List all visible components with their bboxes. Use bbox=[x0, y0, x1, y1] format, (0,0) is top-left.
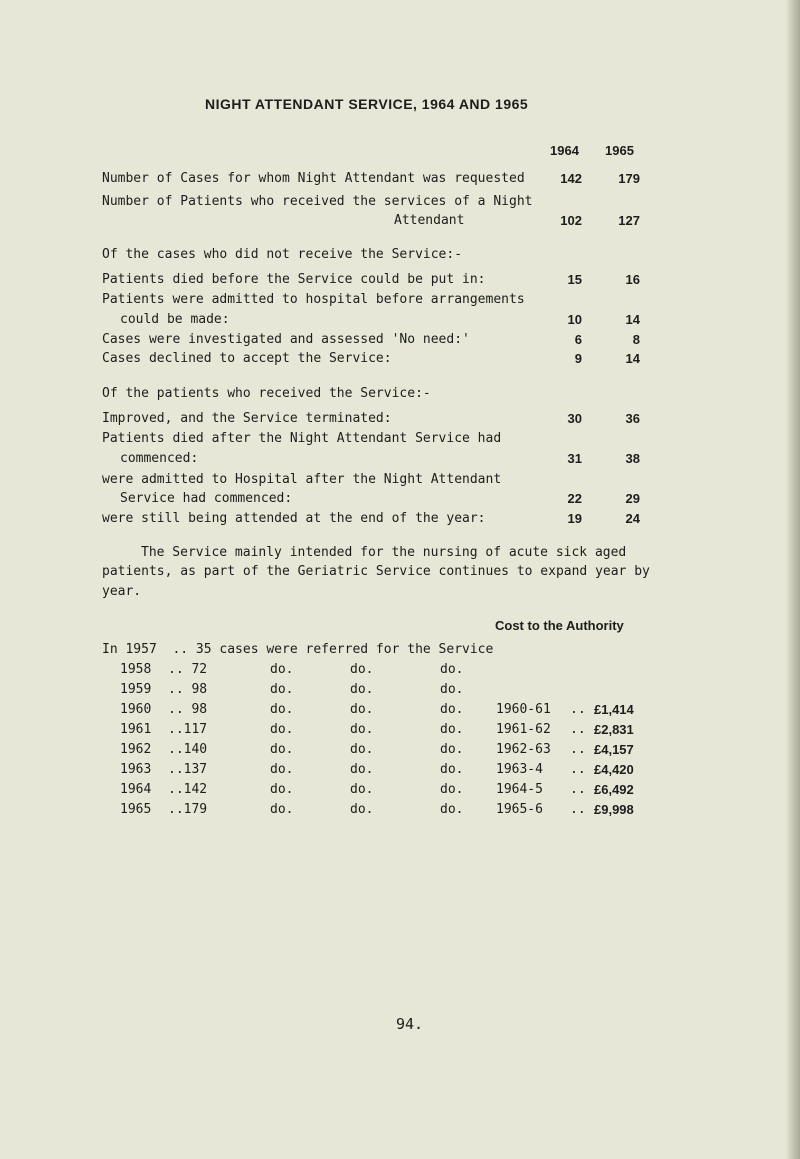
history-ditto: do. bbox=[270, 762, 294, 777]
row-label: Cases declined to accept the Service: bbox=[102, 351, 392, 366]
year-header-1965: 1965 bbox=[605, 143, 634, 158]
history-count: .. 72 bbox=[168, 662, 208, 677]
cost-header: Cost to the Authority bbox=[495, 618, 624, 633]
history-year: 1960 bbox=[120, 702, 152, 717]
row-label: Patients died after the Night Attendant Service had bbox=[102, 431, 502, 446]
history-ditto: do. bbox=[350, 702, 374, 717]
page-edge-shadow bbox=[786, 0, 800, 1159]
history-dots: .. bbox=[570, 782, 586, 797]
section-heading: Of the cases who did not receive the Service:- bbox=[102, 247, 463, 262]
row-label-continued: Service had commenced: bbox=[120, 491, 293, 506]
value-1965: 8 bbox=[632, 332, 640, 347]
history-period: 1962-63 bbox=[496, 742, 551, 757]
value-1965: 36 bbox=[625, 411, 640, 426]
history-period: 1963-4 bbox=[496, 762, 543, 777]
value-1965: 127 bbox=[618, 213, 640, 228]
history-cost: £2,831 bbox=[594, 722, 634, 737]
value-1965: 179 bbox=[618, 171, 640, 186]
row-label: Number of Patients who received the services of a Night bbox=[102, 194, 533, 209]
value-1964: 30 bbox=[567, 411, 582, 426]
value-1964: 6 bbox=[574, 332, 582, 347]
history-ditto: do. bbox=[350, 742, 374, 757]
history-ditto: do. bbox=[270, 742, 294, 757]
value-1964: 9 bbox=[574, 351, 582, 366]
history-dots: .. bbox=[570, 722, 586, 737]
paragraph-line: The Service mainly intended for the nursing of acute sick aged bbox=[141, 545, 627, 560]
page-number: 94. bbox=[396, 1015, 424, 1033]
history-ditto: do. bbox=[350, 802, 374, 817]
history-dots: .. bbox=[570, 762, 586, 777]
history-period: 1964-5 bbox=[496, 782, 543, 797]
value-1965: 38 bbox=[625, 451, 640, 466]
row-label: Patients died before the Service could be put in: bbox=[102, 272, 486, 287]
history-year: 1961 bbox=[120, 722, 152, 737]
row-label-continued: commenced: bbox=[120, 451, 199, 466]
history-ditto: do. bbox=[350, 782, 374, 797]
history-ditto: do. bbox=[270, 782, 294, 797]
history-count: .. 98 bbox=[168, 702, 208, 717]
history-dots: .. bbox=[570, 702, 586, 717]
history-dots: .. bbox=[570, 742, 586, 757]
history-ditto: do. bbox=[270, 682, 294, 697]
history-ditto: do. bbox=[440, 662, 464, 677]
history-period: 1960-61 bbox=[496, 702, 551, 717]
row-label: Cases were investigated and assessed 'No need:' bbox=[102, 332, 470, 347]
history-ditto: do. bbox=[440, 802, 464, 817]
history-count: ..142 bbox=[168, 782, 208, 797]
paragraph-line: patients, as part of the Geriatric Service continues to expand year by bbox=[102, 564, 650, 579]
history-year: 1959 bbox=[120, 682, 152, 697]
section-heading: Of the patients who received the Service:- bbox=[102, 386, 431, 401]
value-1965: 14 bbox=[625, 312, 640, 327]
history-period: 1961-62 bbox=[496, 722, 551, 737]
history-year: 1962 bbox=[120, 742, 152, 757]
history-ditto: do. bbox=[440, 722, 464, 737]
value-1965: 16 bbox=[625, 272, 640, 287]
page-title: NIGHT ATTENDANT SERVICE, 1964 AND 1965 bbox=[205, 96, 529, 112]
history-ditto: do. bbox=[350, 722, 374, 737]
value-1964: 19 bbox=[567, 511, 582, 526]
value-1965: 24 bbox=[625, 511, 640, 526]
history-ditto: do. bbox=[440, 682, 464, 697]
history-count: ..137 bbox=[168, 762, 208, 777]
history-ditto: do. bbox=[350, 662, 374, 677]
value-1964: 22 bbox=[567, 491, 582, 506]
history-cost: £9,998 bbox=[594, 802, 634, 817]
history-ditto: do. bbox=[270, 722, 294, 737]
year-header-1964: 1964 bbox=[550, 143, 579, 158]
value-1964: 142 bbox=[560, 171, 582, 186]
row-label: Improved, and the Service terminated: bbox=[102, 411, 392, 426]
history-year: 1964 bbox=[120, 782, 152, 797]
history-year: 1965 bbox=[120, 802, 152, 817]
history-count: ..179 bbox=[168, 802, 208, 817]
history-first-line: In 1957 .. 35 cases were referred for the Service bbox=[102, 642, 494, 657]
history-ditto: do. bbox=[350, 762, 374, 777]
row-label-continued: Attendant bbox=[394, 213, 465, 228]
history-year: 1958 bbox=[120, 662, 152, 677]
value-1964: 15 bbox=[567, 272, 582, 287]
value-1964: 102 bbox=[560, 213, 582, 228]
history-count: ..117 bbox=[168, 722, 208, 737]
history-ditto: do. bbox=[350, 682, 374, 697]
value-1965: 29 bbox=[625, 491, 640, 506]
history-ditto: do. bbox=[440, 762, 464, 777]
history-ditto: do. bbox=[270, 662, 294, 677]
value-1965: 14 bbox=[625, 351, 640, 366]
row-label: were still being attended at the end of the year: bbox=[102, 511, 486, 526]
history-ditto: do. bbox=[270, 802, 294, 817]
history-dots: .. bbox=[570, 802, 586, 817]
history-cost: £4,157 bbox=[594, 742, 634, 757]
history-cost: £6,492 bbox=[594, 782, 634, 797]
value-1964: 10 bbox=[567, 312, 582, 327]
history-count: ..140 bbox=[168, 742, 208, 757]
value-1964: 31 bbox=[567, 451, 582, 466]
paragraph-line: year. bbox=[102, 584, 142, 599]
history-ditto: do. bbox=[270, 702, 294, 717]
history-ditto: do. bbox=[440, 782, 464, 797]
history-cost: £4,420 bbox=[594, 762, 634, 777]
row-label: Patients were admitted to hospital before arrangements bbox=[102, 292, 525, 307]
history-ditto: do. bbox=[440, 742, 464, 757]
history-count: .. 98 bbox=[168, 682, 208, 697]
row-label: were admitted to Hospital after the Night Attendant bbox=[102, 472, 502, 487]
history-cost: £1,414 bbox=[594, 702, 634, 717]
history-ditto: do. bbox=[440, 702, 464, 717]
history-year: 1963 bbox=[120, 762, 152, 777]
row-label-continued: could be made: bbox=[120, 312, 230, 327]
row-label: Number of Cases for whom Night Attendant was requested bbox=[102, 171, 525, 186]
history-period: 1965-6 bbox=[496, 802, 543, 817]
